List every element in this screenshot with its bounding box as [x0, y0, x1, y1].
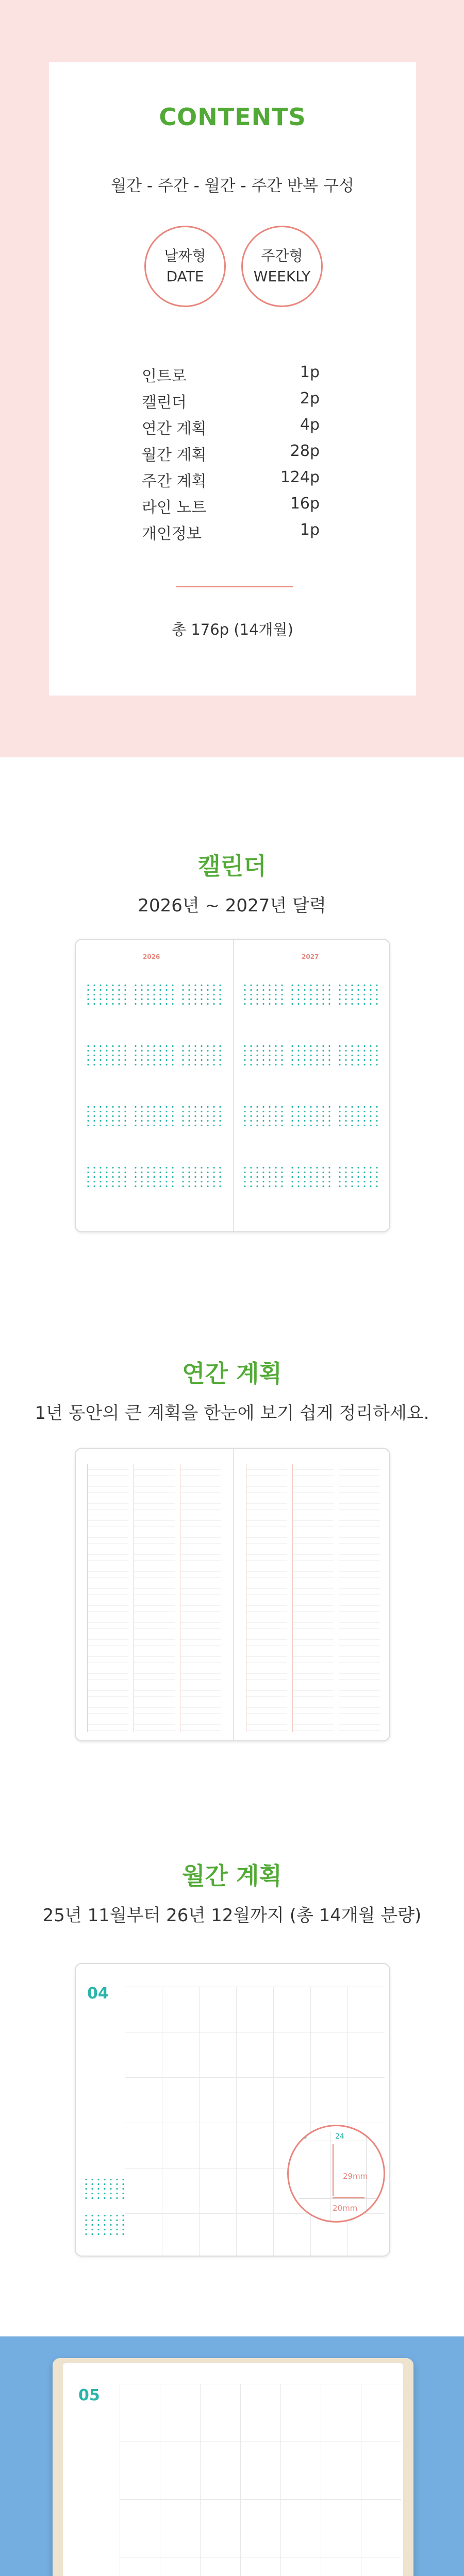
mini-month-calendar	[85, 1097, 128, 1129]
weekly-type-circle	[241, 226, 323, 307]
calendar-spread	[75, 939, 390, 1232]
toc-label: 라인 노트	[142, 499, 207, 517]
calendar-day-cell	[321, 2442, 361, 2499]
calendar-day-cell	[347, 1987, 385, 2032]
monthly-subtitle: 25년 11월부터 26년 12월까지 (총 14개월 분량)	[42, 1905, 422, 1926]
calendar-day-cell	[236, 2213, 273, 2257]
calendar-day-cell	[361, 2499, 401, 2557]
calendar-year-left: 2026	[143, 953, 160, 960]
calendar-day-cell	[240, 2442, 280, 2499]
mini-month-calendar	[85, 976, 128, 1008]
contents-title: CONTENTS	[159, 103, 306, 131]
toc-row	[142, 363, 320, 389]
calendar-day-cell	[200, 2442, 240, 2499]
calendar-day-cell	[160, 2499, 200, 2557]
calendar-day-cell	[321, 2557, 361, 2576]
mini-month-calendar	[85, 1037, 128, 1069]
calendar-day-cell	[199, 2213, 236, 2257]
calendar-day-cell	[125, 2032, 162, 2077]
product-photo-blue	[0, 2336, 464, 2576]
month-number: 05	[78, 2386, 100, 2404]
toc-row	[142, 442, 320, 468]
calendar-day-cell	[199, 2168, 236, 2213]
calendar-day-cell	[236, 1987, 273, 2032]
calendar-day-cell	[240, 2557, 280, 2576]
monthly-title: 월간 계획	[182, 1862, 282, 1890]
calendar-day-cell	[160, 2557, 200, 2576]
calendar-day-cell	[240, 2499, 280, 2557]
next-month-mini	[83, 2206, 128, 2237]
mini-month-calendar	[337, 976, 380, 1008]
monthly-spread	[75, 1963, 390, 2257]
toc-row	[142, 416, 320, 442]
calendar-day-cell	[125, 2168, 162, 2213]
format-circles	[49, 226, 416, 308]
mini-month-calendar	[289, 1037, 333, 1069]
calendar-day-cell	[160, 2384, 200, 2442]
toc-page: 4p	[300, 416, 320, 434]
calendar-day-cell	[361, 2442, 401, 2499]
date-type-english: DATE	[166, 268, 204, 285]
calendar-day-cell	[199, 2123, 236, 2168]
mini-month-calendar	[132, 1158, 176, 1190]
yearly-month-column	[87, 1464, 128, 1732]
mini-month-calendar	[242, 1097, 285, 1129]
calendar-day-cell	[199, 2077, 236, 2123]
weekly-type-label: 주간형	[261, 247, 303, 264]
calendar-day-cell	[273, 2032, 310, 2077]
calendar-day-cell	[236, 2168, 273, 2213]
toc-page: 16p	[290, 495, 320, 513]
toc-row	[142, 389, 320, 416]
calendar-day-cell	[321, 2384, 361, 2442]
calendar-day-cell	[310, 2077, 347, 2123]
mini-month-calendar	[242, 1037, 285, 1069]
toc-label: 연간 계획	[142, 420, 207, 438]
mini-month-calendar	[242, 976, 285, 1008]
calendar-day-cell	[125, 2213, 162, 2257]
prev-month-mini	[83, 2170, 128, 2201]
cell-size-zoom: 24 25 23 29mm 20mm	[287, 2125, 385, 2223]
mini-month-calendar	[85, 1158, 128, 1190]
calendar-day-cell	[280, 2557, 321, 2576]
calendar-day-cell	[162, 2213, 199, 2257]
toc-page: 1p	[300, 363, 320, 381]
mini-month-calendar	[289, 1158, 333, 1190]
mini-month-calendar	[337, 1097, 380, 1129]
toc-label: 캘린더	[142, 394, 187, 412]
calendar-day-cell	[199, 2032, 236, 2077]
toc-row	[142, 468, 320, 495]
calendar-day-cell	[125, 2123, 162, 2168]
book-spine	[233, 1449, 234, 1740]
calendar-day-cell	[361, 2384, 401, 2442]
calendar-day-cell	[200, 2384, 240, 2442]
toc-label: 인트로	[142, 367, 187, 385]
toc-label: 월간 계획	[142, 446, 207, 464]
mini-month-calendar	[289, 976, 333, 1008]
calendar-day-cell	[162, 2168, 199, 2213]
calendar-day-cell	[162, 2077, 199, 2123]
calendar-day-cell	[199, 1987, 236, 2032]
date-type-label: 날짜형	[164, 247, 206, 264]
calendar-day-cell	[280, 2384, 321, 2442]
calendar-title: 캘린더	[197, 852, 267, 880]
calendar-day-cell	[160, 2442, 200, 2499]
calendar-day-cell	[162, 2032, 199, 2077]
calendar-day-cell	[347, 2032, 385, 2077]
mini-month-calendar	[289, 1097, 333, 1129]
calendar-day-cell	[273, 2213, 310, 2257]
contents-section	[0, 0, 464, 757]
calendar-day-cell	[236, 2123, 273, 2168]
mini-month-calendar	[242, 1158, 285, 1190]
yearly-month-column	[246, 1464, 287, 1732]
calendar-day-cell	[200, 2499, 240, 2557]
calendar-day-cell	[236, 2077, 273, 2123]
mini-month-calendar	[132, 1097, 176, 1129]
contents-card	[49, 62, 416, 696]
calendar-day-cell	[280, 2499, 321, 2557]
calendar-day-cell	[120, 2384, 160, 2442]
calendar-day-cell	[361, 2557, 401, 2576]
zoom-width-label: 20mm	[333, 2204, 358, 2213]
calendar-day-cell	[310, 2032, 347, 2077]
planner-page	[63, 2363, 403, 2576]
zoom-height-label: 29mm	[343, 2172, 368, 2181]
contents-subtitle: 월간 - 주간 - 월간 - 주간 반복 구성	[111, 177, 354, 195]
calendar-day-cell	[236, 2032, 273, 2077]
divider	[176, 586, 293, 587]
yearly-title: 연간 계획	[182, 1360, 282, 1387]
yearly-month-column	[180, 1464, 221, 1732]
mini-month-calendar	[132, 1037, 176, 1069]
calendar-year-right: 2027	[302, 953, 319, 960]
calendar-day-cell	[200, 2557, 240, 2576]
calendar-day-cell	[120, 2557, 160, 2576]
toc-page: 1p	[300, 521, 320, 539]
calendar-day-cell	[162, 2123, 199, 2168]
toc-page: 28p	[290, 442, 320, 460]
mini-month-calendar	[180, 1037, 223, 1069]
yearly-month-column	[134, 1464, 175, 1732]
toc-page: 2p	[300, 389, 320, 408]
mini-month-calendar	[337, 1158, 380, 1190]
calendar-day-cell	[162, 1987, 199, 2032]
calendar-day-cell	[120, 2499, 160, 2557]
calendar-day-cell	[125, 1987, 162, 2032]
mini-month-calendar	[180, 976, 223, 1008]
yearly-spread	[75, 1448, 390, 1741]
calendar-day-cell	[321, 2499, 361, 2557]
calendar-day-cell	[280, 2442, 321, 2499]
calendar-day-cell	[240, 2384, 280, 2442]
calendar-day-cell	[273, 1987, 310, 2032]
yearly-month-column	[339, 1464, 380, 1732]
calendar-day-cell	[120, 2442, 160, 2499]
date-type-circle	[144, 226, 226, 307]
toc-label: 주간 계획	[142, 472, 207, 490]
weekly-type-english: WEEKLY	[253, 268, 311, 285]
table-of-contents	[142, 363, 320, 547]
month-number: 04	[87, 1985, 109, 2003]
toc-page: 124p	[280, 468, 320, 486]
toc-row	[142, 521, 320, 547]
mini-month-calendar	[180, 1158, 223, 1190]
mini-month-calendar	[337, 1037, 380, 1069]
toc-label: 개인정보	[142, 525, 202, 543]
mini-month-calendar	[180, 1097, 223, 1129]
book-spine	[233, 940, 234, 1231]
yearly-subtitle: 1년 동안의 큰 계획을 한눈에 보기 쉽게 정리하세요.	[35, 1403, 429, 1423]
calendar-subtitle: 2026년 ~ 2027년 달력	[138, 895, 326, 916]
total-pages: 총 176p (14개월)	[172, 621, 293, 638]
calendar-day-cell	[310, 1987, 347, 2032]
mini-month-calendar	[132, 976, 176, 1008]
calendar-day-cell	[347, 2077, 385, 2123]
calendar-day-cell	[125, 2077, 162, 2123]
calendar-day-cell	[273, 2077, 310, 2123]
toc-row	[142, 495, 320, 521]
yearly-month-column	[292, 1464, 334, 1732]
